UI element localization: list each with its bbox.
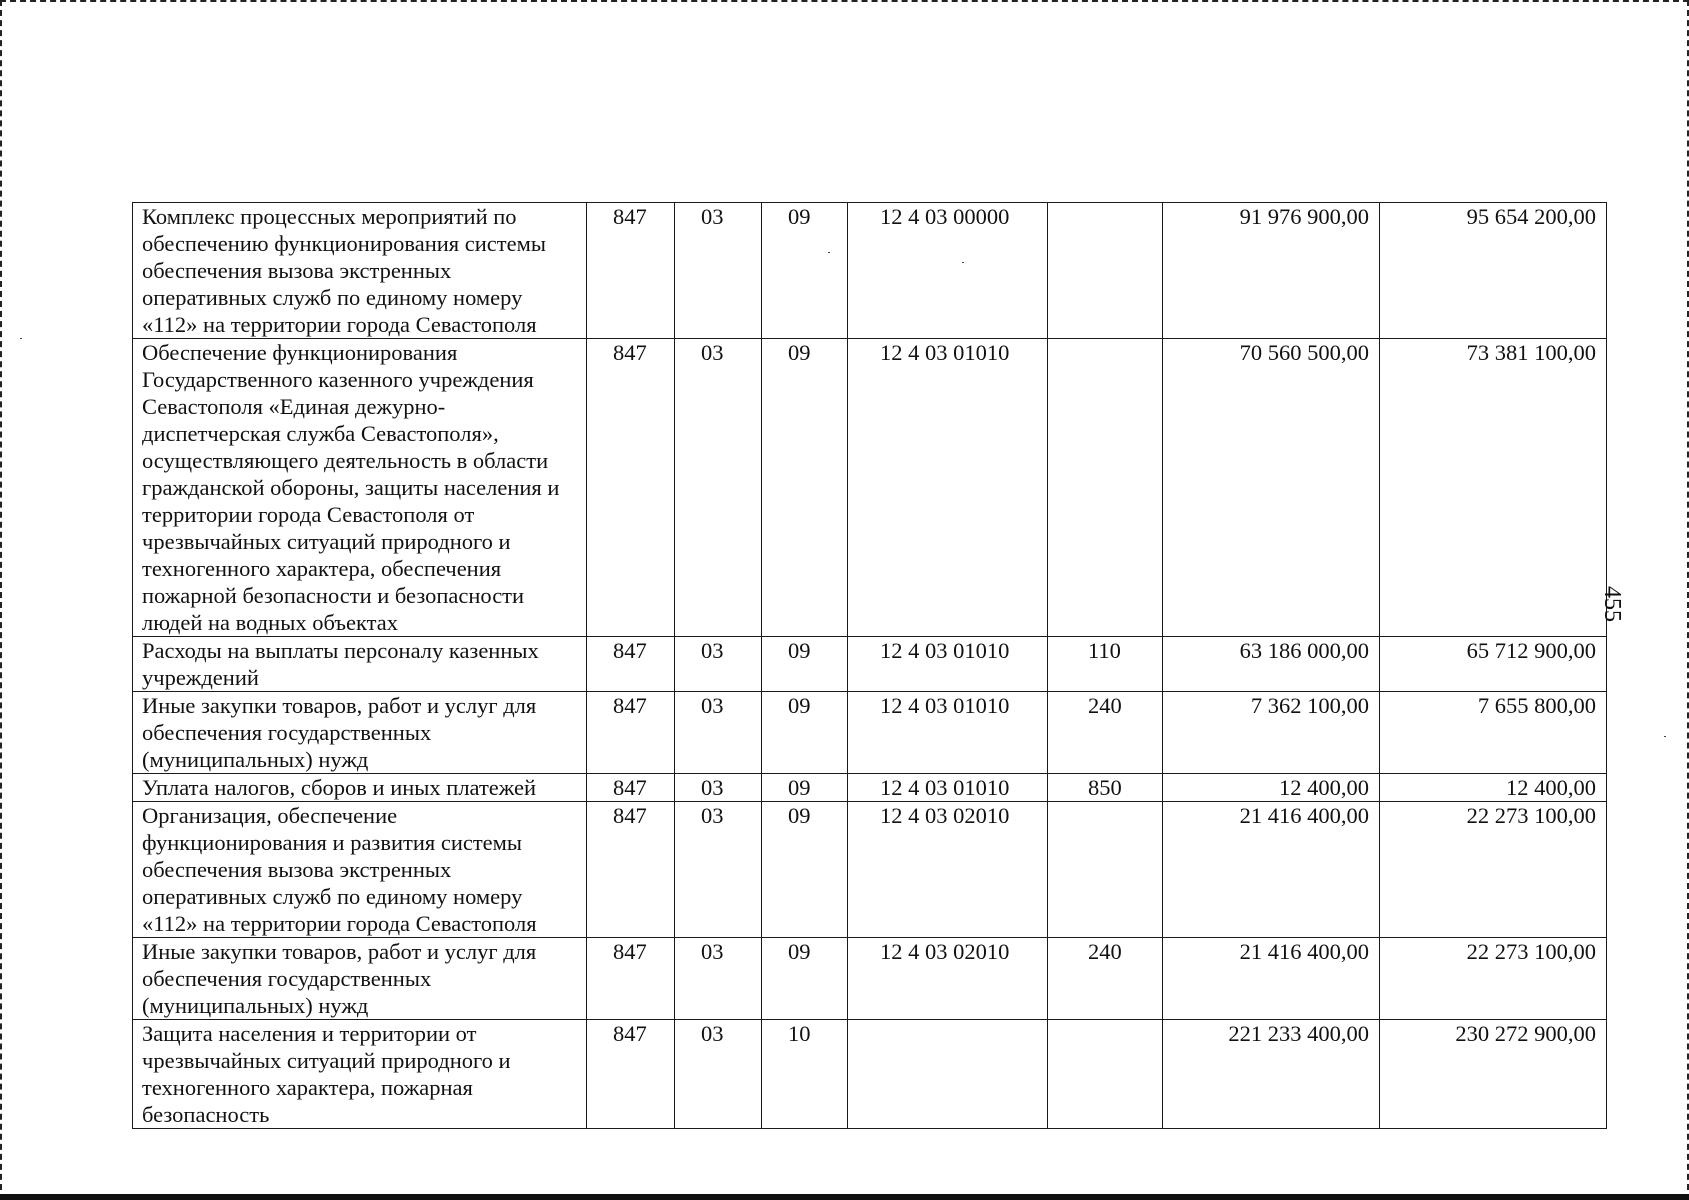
cell-ministry-code: 847 [587,938,675,1020]
table-row [133,339,1607,637]
cell-expense-type: 240 [1048,692,1163,774]
cell-target-article: 12 4 03 01010 [848,774,1048,802]
cell-target-article: 12 4 03 02010 [848,938,1048,1020]
cell-subsection: 09 [762,938,848,1020]
cell-name: Обеспечение функционирования Государственного казенного учреждения Севастополя «Единая дежурно-диспетчерская служба Севастополя», осуществляющего деятельность в области гражданской обороны, защиты населения и территории города Севастополя от чрезвычайных ситуаций природного и техногенного характера, обеспечения пожарной безопасности и безопасности людей на водных объектах [133,339,587,637]
cell-sum-year2: 65 712 900,00 [1380,637,1607,692]
table-row [133,637,1607,692]
cell-sum-year1: 12 400,00 [1163,774,1380,802]
cell-section: 03 [675,1020,762,1129]
cell-ministry-code: 847 [587,339,675,637]
cell-subsection: 09 [762,203,848,339]
cell-sum-year1: 7 362 100,00 [1163,692,1380,774]
scan-speck [20,338,22,339]
table-row [133,692,1607,774]
cell-sum-year2: 95 654 200,00 [1380,203,1607,339]
cell-section: 03 [675,692,762,774]
scan-speck [1664,736,1666,737]
cell-section: 03 [675,637,762,692]
cell-expense-type: 110 [1048,637,1163,692]
scan-edge-top [0,0,1689,2]
table-row [133,203,1607,339]
table-row [133,802,1607,938]
cell-section: 03 [675,938,762,1020]
table-row [133,774,1607,802]
cell-expense-type: 240 [1048,938,1163,1020]
table-row [133,1020,1607,1129]
cell-subsection: 09 [762,774,848,802]
cell-sum-year2: 230 272 900,00 [1380,1020,1607,1129]
cell-ministry-code: 847 [587,1020,675,1129]
table-body [133,203,1607,1129]
cell-sum-year1: 221 233 400,00 [1163,1020,1380,1129]
cell-expense-type [1048,1020,1163,1129]
cell-name: Организация, обеспечение функционирования и развития системы обеспечения вызова экстренных оперативных служб по единому номеру «112» на территории города Севастополя [133,802,587,938]
cell-subsection: 09 [762,339,848,637]
cell-section: 03 [675,774,762,802]
cell-sum-year1: 21 416 400,00 [1163,938,1380,1020]
cell-ministry-code: 847 [587,203,675,339]
cell-sum-year1: 63 186 000,00 [1163,637,1380,692]
cell-sum-year2: 73 381 100,00 [1380,339,1607,637]
cell-target-article: 12 4 03 00000 [848,203,1048,339]
budget-table [132,202,1607,1129]
cell-section: 03 [675,339,762,637]
page-number: 455 [1599,586,1625,622]
cell-ministry-code: 847 [587,802,675,938]
cell-target-article: 12 4 03 01010 [848,637,1048,692]
cell-name: Расходы на выплаты персоналу казенных учреждений [133,637,587,692]
cell-name: Защита населения и территории от чрезвычайных ситуаций природного и техногенного характера, пожарная безопасность [133,1020,587,1129]
cell-sum-year1: 70 560 500,00 [1163,339,1380,637]
cell-subsection: 09 [762,802,848,938]
cell-name: Комплекс процессных мероприятий по обеспечению функционирования системы обеспечения вызова экстренных оперативных служб по единому номеру «112» на территории города Севастополя [133,203,587,339]
cell-ministry-code: 847 [587,692,675,774]
cell-subsection: 10 [762,1020,848,1129]
cell-expense-type [1048,802,1163,938]
cell-sum-year2: 22 273 100,00 [1380,802,1607,938]
cell-section: 03 [675,802,762,938]
cell-expense-type: 850 [1048,774,1163,802]
cell-name: Уплата налогов, сборов и иных платежей [133,774,587,802]
cell-sum-year1: 91 976 900,00 [1163,203,1380,339]
cell-ministry-code: 847 [587,774,675,802]
cell-sum-year2: 12 400,00 [1380,774,1607,802]
cell-sum-year2: 22 273 100,00 [1380,938,1607,1020]
cell-target-article: 12 4 03 01010 [848,692,1048,774]
cell-name: Иные закупки товаров, работ и услуг для обеспечения государственных (муниципальных) нужд [133,938,587,1020]
cell-expense-type [1048,203,1163,339]
cell-target-article: 12 4 03 01010 [848,339,1048,637]
cell-subsection: 09 [762,692,848,774]
cell-section: 03 [675,203,762,339]
cell-ministry-code: 847 [587,637,675,692]
cell-target-article [848,1020,1048,1129]
scan-edge-left [0,0,2,1200]
cell-sum-year2: 7 655 800,00 [1380,692,1607,774]
cell-expense-type [1048,339,1163,637]
cell-sum-year1: 21 416 400,00 [1163,802,1380,938]
cell-target-article: 12 4 03 02010 [848,802,1048,938]
scan-edge-bottom [0,1194,1689,1200]
cell-name: Иные закупки товаров, работ и услуг для обеспечения государственных (муниципальных) нужд [133,692,587,774]
table-row [133,938,1607,1020]
cell-subsection: 09 [762,637,848,692]
